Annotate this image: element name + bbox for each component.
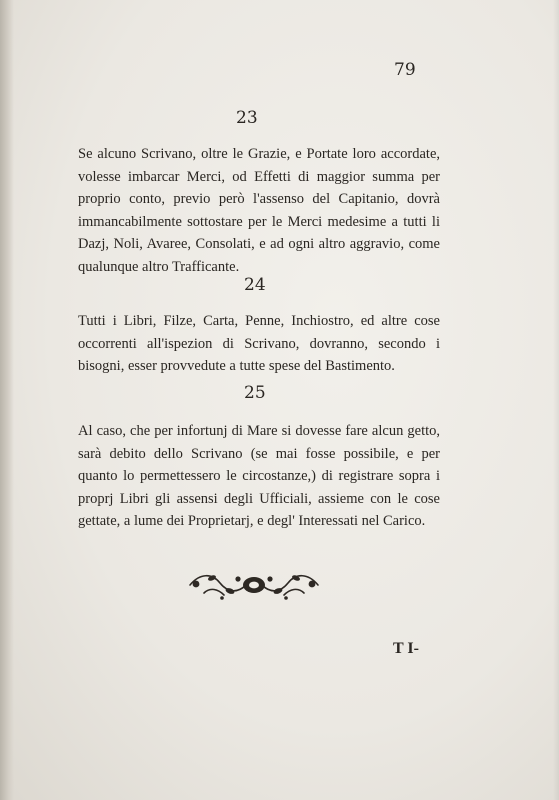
page-edge-shadow (553, 0, 559, 800)
catchword: T I- (393, 640, 419, 657)
page-spine-shadow (0, 0, 14, 800)
section-paragraph-23: Se alcuno Scrivano, oltre le Grazie, e Portate loro accordate, volesse imbarcar Merci, od Effetti di maggior summa per proprio conto, previo però l'assenso del Capitanio, dovrà immancabilmente sottostare per le Merci medesime a tutti li Dazj, Noli, Avaree, Consolati, e ad ogni altro aggravio, come qualunque altro Trafficante. (78, 146, 440, 275)
section-number-23: 23 (236, 108, 258, 128)
section-paragraph-24: Tutti i Libri, Filze, Carta, Penne, Inchiostro, ed altre cose occorrenti all'ispezion di Scrivano, dovranno, secondo i bisogni, esser provvedute a tutte spese del Bastimento. (78, 313, 440, 374)
page-number: 79 (394, 60, 416, 80)
section-paragraph-25: Al caso, che per infortunj di Mare si dovesse fare alcun getto, sarà debito dello Scrivano (se mai fosse possibile, e per quanto lo permettessero le circostanze,) di registrare sopra i proprj Libri gli assensi degli Ufficiali, assieme con le cose gettate, a lume dei Proprietarj, e degl' Interessati nel Carico. (78, 423, 440, 529)
floral-ornament-icon (186, 567, 322, 603)
section-number-25: 25 (244, 383, 266, 403)
section-number-24: 24 (244, 275, 266, 295)
